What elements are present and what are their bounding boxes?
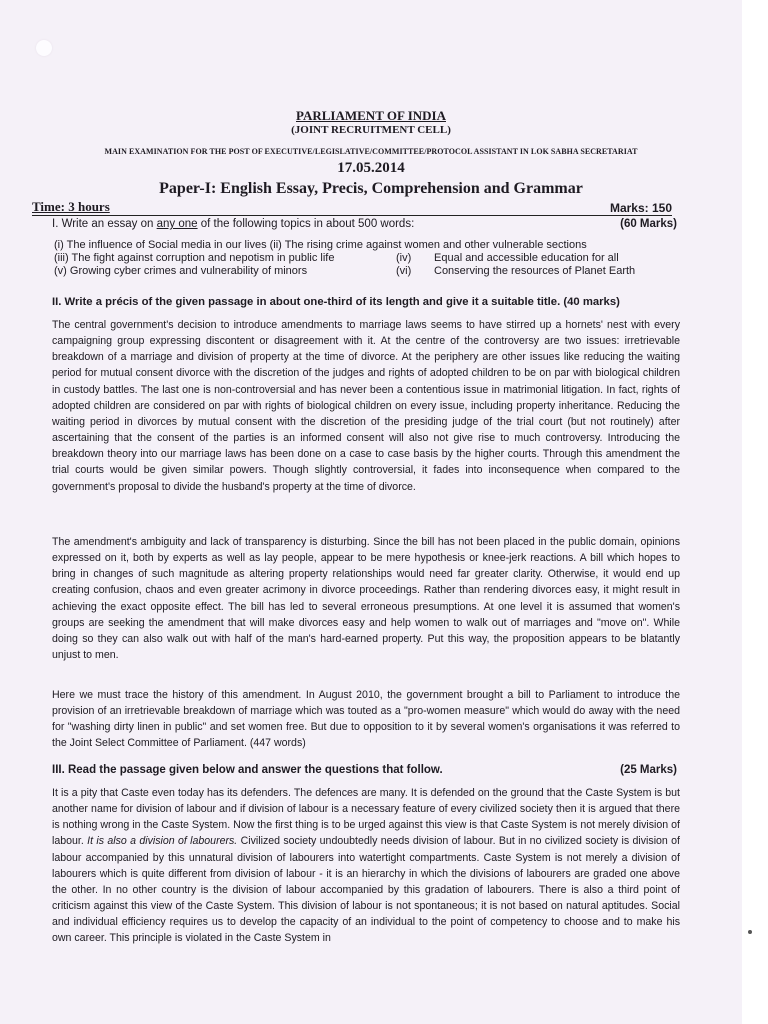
passage-italic: It is also a division of labourers. (87, 835, 238, 848)
precis-passage-3 (52, 687, 680, 752)
time-label: Time: 3 hours (32, 199, 110, 214)
passage-text-a: It is a pity that Caste even today has its defenders. The defences are many. It is defended on the ground that the Caste System is but another name for division of labour and if division of labour is a necessary feature of every civilized society then it is argued that there is nothing wrong in the Caste System. Now the first thing is to be urged against this view is that Caste System is not merely division of labour. (52, 787, 680, 848)
q1-text-post: of the following topics in about 500 words: (197, 218, 415, 230)
paper-title: Paper-I: English Essay, Precis, Comprehension and Grammar (159, 180, 583, 197)
topic-b: Conserving the resources of Planet Earth (434, 265, 636, 277)
exam-title: MAIN EXAMINATION FOR THE POST OF EXECUTIVE/LEGISLATIVE/COMMITTEE/PROTOCOL ASSISTANT IN LOK SABHA SECRETARIAT (104, 147, 638, 156)
passage-paragraph: The central government's decision to introduce amendments to marriage laws seems to have stirred up a hornets' nest with every campaigning group expressing discontent or disagreement with it. At the centre of the controversy are two issues: irretrievable breakdown of a marriage and division of property at the time of divorce. At the periphery are other issues like reducing the waiting period for mutual consent divorce with the discretion of the judges and rights of adopted children to be on par with biological children in custody battles. The last one is non-controversial and has never been a contentious issue in matrimonial litigation. In fact, rights of adopted children are considered on par with rights of biological children on every issue, including property inheritance. Reducing the waiting period in divorces by mutual consent with the discretion of the presiding judge of the trial court (but not routinely) after ascertaining that the consent of the parties is an informed consent will also not give rise to much controversy. Introducing the breakdown theory into our marriage laws has been done on a case to case basis by the higher courts. Through this amendment the trial courts would be given similar powers. Though slightly controversial, it fades into inconsequence when compared to the government's proposal to divide the husband's property at the time of divorce. (52, 319, 680, 493)
precis-passage-2 (52, 534, 680, 663)
topic-b-number: (iv) (396, 252, 412, 264)
precis-passage-1 (52, 317, 680, 495)
margin-dot (748, 930, 752, 934)
org-title: PARLIAMENT OF INDIA (296, 108, 446, 123)
passage-text-b: Civilized society undoubtedly needs division of labour. But in no civilized society is division of labour accompanied by this unnatural division of labourers into watertight compartments. Caste System is not merely a division of labourers which is quite different from division of labour - it is an hierarchy in which the divisions of labourers are graded one above the other. In no other country is the division of labour accompanied by this gradation of labourers. There is also a third point of criticism against this view of the Caste System. This division of labour is not spontaneous; it is not based on natural aptitudes. Social and individual efficiency requires us to develop the capacity of an individual to the point of competency to choose and to make his own career. This principle is violated in the Caste System in (52, 835, 680, 945)
passage-paragraph: The amendment's ambiguity and lack of transparency is disturbing. Since the bill has not been placed in the public domain, opinions expressed on it, both by experts as well as lay people, appear to be mere hypothesis or knee-jerk reactions. A bill which hopes to bring in changes of such magnitude as altering property relationships would need far greater clarity. Otherwise, it would end up creating confusion, chaos and even greater acrimony in divorce proceedings. Rather than rendering divorces easy, it might result in achieving the exact opposite effect. The bill has led to several erroneous presumptions. At one level it is assumed that women's groups are seeking the amendment that will make divorces easy and help women to walk out of marriages and "move on". While doing so they can also walk out with half of the man's hard-earned property. Put this way, the proposition appears to be blatantly unjust to men. (52, 536, 680, 662)
q3-text: III. Read the passage given below and answer the questions that follow. (52, 764, 443, 776)
passage-paragraph (52, 785, 680, 947)
topic-row (54, 239, 679, 252)
topic-b: Equal and accessible education for all (434, 252, 619, 264)
topic-row (54, 265, 679, 278)
question-2-heading: II. Write a précis of the given passage in about one-third of its length and give it a suitable title. (40 marks) (52, 296, 620, 308)
comprehension-passage (52, 785, 680, 947)
page-edge (742, 0, 768, 1024)
question-1-heading (52, 218, 677, 230)
q3-marks: (25 Marks) (620, 764, 677, 776)
time-marks-bar (32, 199, 672, 216)
passage-paragraph: Here we must trace the history of this amendment. In August 2010, the government brought a bill to Parliament to introduce the provision of an irretrievable breakdown of marriage which was touted as a "pro-women measure" which would do away with the need for "washing dirty linen in public" and set women free. But due to opposition to it by several women's organisations it was referred to the Joint Select Committee of Parliament. (447 words) (52, 689, 680, 750)
topic-a: (i) The influence of Social media in our lives (ii) The rising crime against women and other vulnerable sections (54, 239, 587, 251)
question-3-heading (52, 764, 677, 776)
topic-a: (iii) The fight against corruption and nepotism in public life (54, 252, 335, 264)
cell-subtitle: (JOINT RECRUITMENT CELL) (291, 124, 451, 136)
marks-label: Marks: 150 (609, 201, 672, 215)
topic-b-number: (vi) (396, 265, 412, 277)
punch-hole (36, 40, 52, 56)
essay-topics (54, 239, 679, 278)
q1-text-pre: I. Write an essay on (52, 218, 157, 230)
exam-date: 17.05.2014 (337, 160, 405, 176)
q1-marks: (60 Marks) (620, 218, 677, 230)
topic-a: (v) Growing cyber crimes and vulnerability of minors (54, 265, 308, 277)
q1-text-emph: any one (156, 218, 198, 230)
topic-row (54, 252, 679, 265)
